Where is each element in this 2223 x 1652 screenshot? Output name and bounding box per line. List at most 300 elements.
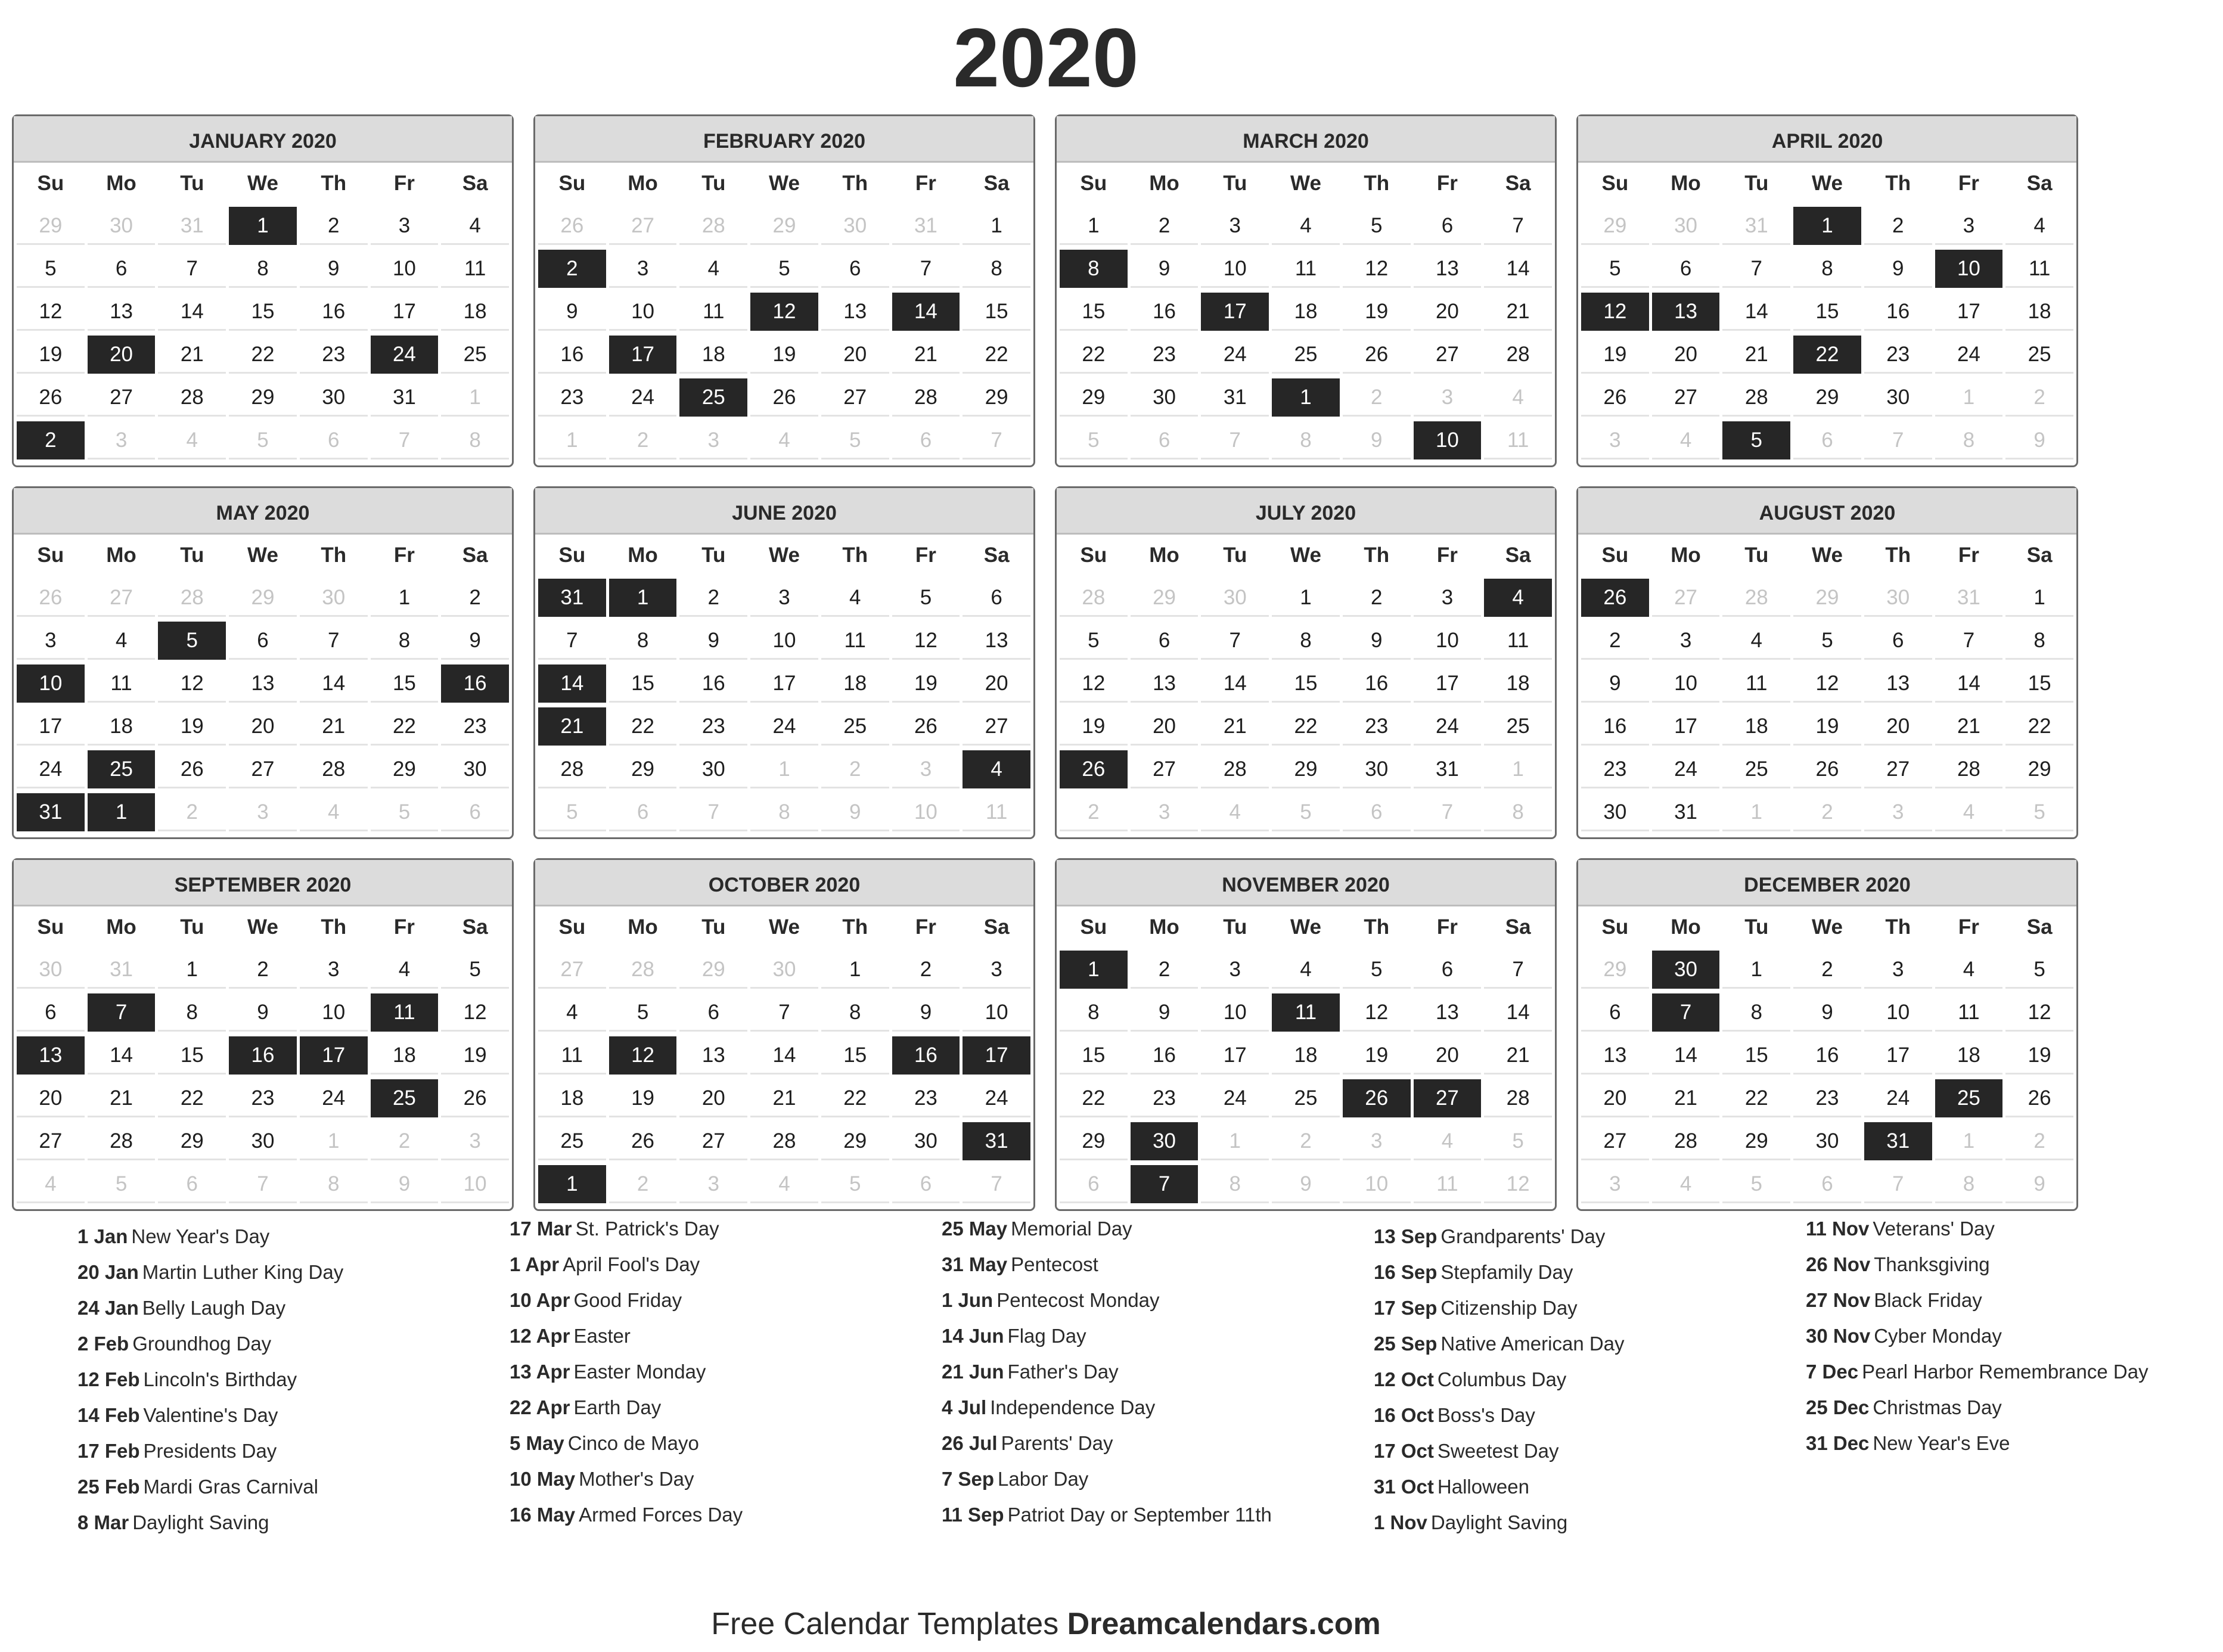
day-cell[interactable]: 27 [679, 1122, 747, 1160]
day-cell[interactable]: 18 [88, 707, 156, 746]
day-cell[interactable]: 3 [750, 579, 818, 617]
day-cell[interactable]: 6 [1343, 793, 1411, 831]
day-cell[interactable]: 29 [1060, 1122, 1128, 1160]
day-cell[interactable]: 4 [538, 993, 606, 1032]
day-cell[interactable]: 13 [229, 664, 297, 703]
day-cell[interactable]: 8 [1722, 993, 1790, 1032]
day-cell[interactable]: 4 [679, 250, 747, 288]
day-cell[interactable]: 19 [158, 707, 226, 746]
day-cell[interactable]: 3 [679, 1165, 747, 1203]
day-cell[interactable]: 10 [371, 250, 439, 288]
day-cell[interactable]: 7 [229, 1165, 297, 1203]
day-cell[interactable]: 10 [1201, 250, 1269, 288]
day-cell[interactable]: 21 [158, 336, 226, 374]
day-cell[interactable]: 6 [1581, 993, 1649, 1032]
day-cell[interactable]: 24 [609, 378, 677, 417]
day-cell[interactable]: 4 [1484, 378, 1552, 417]
day-cell[interactable]: 18 [2005, 293, 2073, 331]
day-cell[interactable]: 26 [538, 207, 606, 245]
day-cell[interactable]: 7 [300, 622, 368, 660]
day-cell[interactable]: 25 [88, 750, 156, 788]
day-cell[interactable]: 28 [1201, 750, 1269, 788]
day-cell[interactable]: 19 [892, 664, 960, 703]
day-cell[interactable]: 31 [371, 378, 439, 417]
day-cell[interactable]: 5 [1060, 421, 1128, 459]
day-cell[interactable]: 1 [229, 207, 297, 245]
day-cell[interactable]: 20 [821, 336, 889, 374]
day-cell[interactable]: 5 [158, 622, 226, 660]
day-cell[interactable]: 31 [538, 579, 606, 617]
day-cell[interactable]: 22 [371, 707, 439, 746]
day-cell[interactable]: 14 [750, 1036, 818, 1075]
day-cell[interactable]: 15 [821, 1036, 889, 1075]
day-cell[interactable]: 2 [609, 1165, 677, 1203]
day-cell[interactable]: 1 [538, 1165, 606, 1203]
day-cell[interactable]: 21 [892, 336, 960, 374]
day-cell[interactable]: 17 [1935, 293, 2003, 331]
day-cell[interactable]: 22 [1060, 1079, 1128, 1117]
day-cell[interactable]: 18 [1484, 664, 1552, 703]
day-cell[interactable]: 28 [750, 1122, 818, 1160]
day-cell[interactable]: 4 [1272, 207, 1340, 245]
day-cell[interactable]: 19 [1793, 707, 1861, 746]
day-cell[interactable]: 20 [679, 1079, 747, 1117]
day-cell[interactable]: 2 [679, 579, 747, 617]
day-cell[interactable]: 3 [1864, 951, 1932, 989]
day-cell[interactable]: 5 [1484, 1122, 1552, 1160]
day-cell[interactable]: 24 [1935, 336, 2003, 374]
day-cell[interactable]: 2 [1864, 207, 1932, 245]
day-cell[interactable]: 27 [1414, 336, 1482, 374]
day-cell[interactable]: 5 [229, 421, 297, 459]
day-cell[interactable]: 15 [1722, 1036, 1790, 1075]
day-cell[interactable]: 22 [963, 336, 1030, 374]
day-cell[interactable]: 22 [2005, 707, 2073, 746]
day-cell[interactable]: 30 [892, 1122, 960, 1160]
day-cell[interactable]: 31 [1652, 793, 1720, 831]
day-cell[interactable]: 8 [1272, 421, 1340, 459]
day-cell[interactable]: 30 [1201, 579, 1269, 617]
day-cell[interactable]: 7 [1864, 421, 1932, 459]
day-cell[interactable]: 4 [1722, 622, 1790, 660]
day-cell[interactable]: 13 [1864, 664, 1932, 703]
day-cell[interactable]: 13 [1652, 293, 1720, 331]
day-cell[interactable]: 9 [1131, 993, 1199, 1032]
day-cell[interactable]: 9 [2005, 421, 2073, 459]
day-cell[interactable]: 5 [609, 993, 677, 1032]
day-cell[interactable]: 1 [1272, 579, 1340, 617]
day-cell[interactable]: 15 [1793, 293, 1861, 331]
day-cell[interactable]: 6 [892, 421, 960, 459]
day-cell[interactable]: 26 [1060, 750, 1128, 788]
day-cell[interactable]: 12 [892, 622, 960, 660]
day-cell[interactable]: 12 [1484, 1165, 1552, 1203]
day-cell[interactable]: 17 [1864, 1036, 1932, 1075]
day-cell[interactable]: 12 [1793, 664, 1861, 703]
day-cell[interactable]: 16 [1131, 293, 1199, 331]
day-cell[interactable]: 29 [1581, 951, 1649, 989]
day-cell[interactable]: 9 [1793, 993, 1861, 1032]
day-cell[interactable]: 9 [1343, 421, 1411, 459]
day-cell[interactable]: 25 [1272, 1079, 1340, 1117]
day-cell[interactable]: 9 [1581, 664, 1649, 703]
day-cell[interactable]: 7 [1131, 1165, 1199, 1203]
day-cell[interactable]: 8 [1272, 622, 1340, 660]
day-cell[interactable]: 29 [229, 378, 297, 417]
day-cell[interactable]: 10 [892, 793, 960, 831]
day-cell[interactable]: 3 [1343, 1122, 1411, 1160]
day-cell[interactable]: 3 [1864, 793, 1932, 831]
day-cell[interactable]: 9 [441, 622, 509, 660]
day-cell[interactable]: 14 [1201, 664, 1269, 703]
day-cell[interactable]: 7 [963, 421, 1030, 459]
day-cell[interactable]: 20 [1414, 1036, 1482, 1075]
day-cell[interactable]: 21 [1484, 1036, 1552, 1075]
day-cell[interactable]: 14 [892, 293, 960, 331]
day-cell[interactable]: 4 [821, 579, 889, 617]
day-cell[interactable]: 24 [17, 750, 85, 788]
day-cell[interactable]: 3 [609, 250, 677, 288]
day-cell[interactable]: 8 [750, 793, 818, 831]
day-cell[interactable]: 20 [1131, 707, 1199, 746]
day-cell[interactable]: 27 [17, 1122, 85, 1160]
day-cell[interactable]: 28 [1722, 378, 1790, 417]
day-cell[interactable]: 4 [1652, 1165, 1720, 1203]
day-cell[interactable]: 5 [2005, 951, 2073, 989]
day-cell[interactable]: 10 [300, 993, 368, 1032]
day-cell[interactable]: 13 [821, 293, 889, 331]
day-cell[interactable]: 1 [821, 951, 889, 989]
day-cell[interactable]: 25 [538, 1122, 606, 1160]
day-cell[interactable]: 28 [88, 1122, 156, 1160]
day-cell[interactable]: 28 [1060, 579, 1128, 617]
day-cell[interactable]: 27 [1864, 750, 1932, 788]
day-cell[interactable]: 3 [300, 951, 368, 989]
day-cell[interactable]: 15 [1060, 293, 1128, 331]
day-cell[interactable]: 17 [371, 293, 439, 331]
day-cell[interactable]: 7 [538, 622, 606, 660]
day-cell[interactable]: 21 [1201, 707, 1269, 746]
day-cell[interactable]: 4 [1935, 951, 2003, 989]
day-cell[interactable]: 31 [1201, 378, 1269, 417]
day-cell[interactable]: 25 [1935, 1079, 2003, 1117]
day-cell[interactable]: 11 [679, 293, 747, 331]
day-cell[interactable]: 9 [371, 1165, 439, 1203]
day-cell[interactable]: 30 [229, 1122, 297, 1160]
day-cell[interactable]: 1 [1060, 951, 1128, 989]
day-cell[interactable]: 6 [1414, 951, 1482, 989]
day-cell[interactable]: 29 [609, 750, 677, 788]
day-cell[interactable]: 12 [1581, 293, 1649, 331]
day-cell[interactable]: 25 [679, 378, 747, 417]
day-cell[interactable]: 19 [750, 336, 818, 374]
day-cell[interactable]: 3 [1131, 793, 1199, 831]
day-cell[interactable]: 28 [679, 207, 747, 245]
day-cell[interactable]: 5 [17, 250, 85, 288]
day-cell[interactable]: 16 [229, 1036, 297, 1075]
day-cell[interactable]: 30 [1581, 793, 1649, 831]
day-cell[interactable]: 26 [1343, 1079, 1411, 1117]
day-cell[interactable]: 5 [821, 1165, 889, 1203]
day-cell[interactable]: 24 [963, 1079, 1030, 1117]
day-cell[interactable]: 5 [1722, 421, 1790, 459]
day-cell[interactable]: 10 [441, 1165, 509, 1203]
day-cell[interactable]: 23 [1131, 1079, 1199, 1117]
day-cell[interactable]: 15 [609, 664, 677, 703]
day-cell[interactable]: 30 [441, 750, 509, 788]
day-cell[interactable]: 11 [1414, 1165, 1482, 1203]
day-cell[interactable]: 1 [1272, 378, 1340, 417]
day-cell[interactable]: 22 [1722, 1079, 1790, 1117]
day-cell[interactable]: 7 [679, 793, 747, 831]
day-cell[interactable]: 30 [821, 207, 889, 245]
day-cell[interactable]: 2 [1131, 951, 1199, 989]
day-cell[interactable]: 27 [538, 951, 606, 989]
day-cell[interactable]: 13 [88, 293, 156, 331]
day-cell[interactable]: 29 [1581, 207, 1649, 245]
day-cell[interactable]: 26 [17, 579, 85, 617]
day-cell[interactable]: 4 [158, 421, 226, 459]
day-cell[interactable]: 8 [158, 993, 226, 1032]
day-cell[interactable]: 26 [1581, 579, 1649, 617]
day-cell[interactable]: 29 [17, 207, 85, 245]
day-cell[interactable]: 29 [2005, 750, 2073, 788]
day-cell[interactable]: 19 [609, 1079, 677, 1117]
day-cell[interactable]: 5 [1722, 1165, 1790, 1203]
day-cell[interactable]: 8 [441, 421, 509, 459]
day-cell[interactable]: 30 [1131, 378, 1199, 417]
day-cell[interactable]: 10 [1652, 664, 1720, 703]
day-cell[interactable]: 19 [1060, 707, 1128, 746]
day-cell[interactable]: 24 [300, 1079, 368, 1117]
day-cell[interactable]: 10 [1414, 622, 1482, 660]
day-cell[interactable]: 1 [1935, 378, 2003, 417]
day-cell[interactable]: 27 [1652, 378, 1720, 417]
day-cell[interactable]: 12 [1060, 664, 1128, 703]
day-cell[interactable]: 3 [17, 622, 85, 660]
day-cell[interactable]: 28 [609, 951, 677, 989]
day-cell[interactable]: 7 [963, 1165, 1030, 1203]
day-cell[interactable]: 27 [1581, 1122, 1649, 1160]
day-cell[interactable]: 9 [1131, 250, 1199, 288]
day-cell[interactable]: 29 [750, 207, 818, 245]
day-cell[interactable]: 10 [1343, 1165, 1411, 1203]
day-cell[interactable]: 14 [1935, 664, 2003, 703]
day-cell[interactable]: 21 [538, 707, 606, 746]
day-cell[interactable]: 7 [1722, 250, 1790, 288]
day-cell[interactable]: 30 [679, 750, 747, 788]
day-cell[interactable]: 31 [88, 951, 156, 989]
day-cell[interactable]: 31 [892, 207, 960, 245]
day-cell[interactable]: 11 [1484, 421, 1552, 459]
day-cell[interactable]: 4 [371, 951, 439, 989]
day-cell[interactable]: 2 [17, 421, 85, 459]
day-cell[interactable]: 17 [17, 707, 85, 746]
day-cell[interactable]: 13 [679, 1036, 747, 1075]
day-cell[interactable]: 7 [1484, 207, 1552, 245]
day-cell[interactable]: 24 [1652, 750, 1720, 788]
day-cell[interactable]: 7 [371, 421, 439, 459]
day-cell[interactable]: 11 [963, 793, 1030, 831]
day-cell[interactable]: 19 [17, 336, 85, 374]
day-cell[interactable]: 28 [1935, 750, 2003, 788]
day-cell[interactable]: 6 [229, 622, 297, 660]
day-cell[interactable]: 30 [88, 207, 156, 245]
day-cell[interactable]: 22 [1060, 336, 1128, 374]
day-cell[interactable]: 5 [88, 1165, 156, 1203]
day-cell[interactable]: 3 [229, 793, 297, 831]
day-cell[interactable]: 12 [2005, 993, 2073, 1032]
day-cell[interactable]: 7 [88, 993, 156, 1032]
day-cell[interactable]: 20 [1652, 336, 1720, 374]
day-cell[interactable]: 1 [300, 1122, 368, 1160]
day-cell[interactable]: 15 [229, 293, 297, 331]
day-cell[interactable]: 27 [1414, 1079, 1482, 1117]
day-cell[interactable]: 23 [229, 1079, 297, 1117]
day-cell[interactable]: 8 [963, 250, 1030, 288]
day-cell[interactable]: 9 [892, 993, 960, 1032]
day-cell[interactable]: 3 [1414, 579, 1482, 617]
day-cell[interactable]: 13 [1581, 1036, 1649, 1075]
day-cell[interactable]: 1 [538, 421, 606, 459]
day-cell[interactable]: 7 [1201, 622, 1269, 660]
day-cell[interactable]: 30 [1652, 207, 1720, 245]
day-cell[interactable]: 30 [300, 378, 368, 417]
day-cell[interactable]: 13 [1414, 250, 1482, 288]
day-cell[interactable]: 6 [1414, 207, 1482, 245]
day-cell[interactable]: 29 [1793, 378, 1861, 417]
day-cell[interactable]: 10 [963, 993, 1030, 1032]
day-cell[interactable]: 2 [538, 250, 606, 288]
day-cell[interactable]: 14 [1484, 250, 1552, 288]
day-cell[interactable]: 9 [2005, 1165, 2073, 1203]
day-cell[interactable]: 8 [371, 622, 439, 660]
day-cell[interactable]: 21 [1722, 336, 1790, 374]
day-cell[interactable]: 3 [1581, 421, 1649, 459]
day-cell[interactable]: 28 [158, 378, 226, 417]
day-cell[interactable]: 25 [1272, 336, 1340, 374]
day-cell[interactable]: 21 [88, 1079, 156, 1117]
day-cell[interactable]: 10 [1414, 421, 1482, 459]
day-cell[interactable]: 18 [441, 293, 509, 331]
day-cell[interactable]: 8 [1201, 1165, 1269, 1203]
day-cell[interactable]: 22 [609, 707, 677, 746]
day-cell[interactable]: 14 [300, 664, 368, 703]
day-cell[interactable]: 28 [538, 750, 606, 788]
day-cell[interactable]: 6 [609, 793, 677, 831]
day-cell[interactable]: 2 [2005, 1122, 2073, 1160]
day-cell[interactable]: 7 [1864, 1165, 1932, 1203]
day-cell[interactable]: 2 [2005, 378, 2073, 417]
day-cell[interactable]: 25 [1722, 750, 1790, 788]
day-cell[interactable]: 1 [1060, 207, 1128, 245]
day-cell[interactable]: 9 [1343, 622, 1411, 660]
day-cell[interactable]: 19 [441, 1036, 509, 1075]
day-cell[interactable]: 24 [371, 336, 439, 374]
day-cell[interactable]: 4 [2005, 207, 2073, 245]
day-cell[interactable]: 23 [1793, 1079, 1861, 1117]
day-cell[interactable]: 4 [750, 421, 818, 459]
day-cell[interactable]: 19 [1343, 293, 1411, 331]
day-cell[interactable]: 29 [821, 1122, 889, 1160]
day-cell[interactable]: 19 [1343, 1036, 1411, 1075]
day-cell[interactable]: 3 [1201, 951, 1269, 989]
day-cell[interactable]: 1 [609, 579, 677, 617]
day-cell[interactable]: 1 [88, 793, 156, 831]
day-cell[interactable]: 21 [1484, 293, 1552, 331]
day-cell[interactable]: 13 [1414, 993, 1482, 1032]
day-cell[interactable]: 2 [821, 750, 889, 788]
day-cell[interactable]: 24 [1201, 1079, 1269, 1117]
day-cell[interactable]: 26 [1343, 336, 1411, 374]
day-cell[interactable]: 17 [300, 1036, 368, 1075]
day-cell[interactable]: 9 [1864, 250, 1932, 288]
day-cell[interactable]: 22 [158, 1079, 226, 1117]
day-cell[interactable]: 4 [1201, 793, 1269, 831]
day-cell[interactable]: 16 [1864, 293, 1932, 331]
day-cell[interactable]: 15 [2005, 664, 2073, 703]
day-cell[interactable]: 9 [538, 293, 606, 331]
day-cell[interactable]: 6 [821, 250, 889, 288]
day-cell[interactable]: 7 [1652, 993, 1720, 1032]
day-cell[interactable]: 12 [17, 293, 85, 331]
day-cell[interactable]: 13 [963, 622, 1030, 660]
day-cell[interactable]: 3 [963, 951, 1030, 989]
day-cell[interactable]: 6 [892, 1165, 960, 1203]
day-cell[interactable]: 2 [1793, 793, 1861, 831]
day-cell[interactable]: 5 [821, 421, 889, 459]
day-cell[interactable]: 27 [1652, 579, 1720, 617]
day-cell[interactable]: 23 [1864, 336, 1932, 374]
day-cell[interactable]: 23 [1581, 750, 1649, 788]
day-cell[interactable]: 18 [1272, 293, 1340, 331]
day-cell[interactable]: 1 [371, 579, 439, 617]
day-cell[interactable]: 4 [1272, 951, 1340, 989]
day-cell[interactable]: 31 [17, 793, 85, 831]
day-cell[interactable]: 23 [538, 378, 606, 417]
day-cell[interactable]: 1 [1793, 207, 1861, 245]
day-cell[interactable]: 6 [1652, 250, 1720, 288]
day-cell[interactable]: 20 [229, 707, 297, 746]
day-cell[interactable]: 4 [963, 750, 1030, 788]
day-cell[interactable]: 14 [88, 1036, 156, 1075]
day-cell[interactable]: 1 [441, 378, 509, 417]
day-cell[interactable]: 12 [1343, 993, 1411, 1032]
day-cell[interactable]: 6 [441, 793, 509, 831]
day-cell[interactable]: 30 [1793, 1122, 1861, 1160]
day-cell[interactable]: 18 [679, 336, 747, 374]
day-cell[interactable]: 28 [892, 378, 960, 417]
day-cell[interactable]: 3 [441, 1122, 509, 1160]
day-cell[interactable]: 18 [538, 1079, 606, 1117]
day-cell[interactable]: 2 [892, 951, 960, 989]
day-cell[interactable]: 1 [158, 951, 226, 989]
day-cell[interactable]: 6 [1793, 421, 1861, 459]
day-cell[interactable]: 1 [1484, 750, 1552, 788]
day-cell[interactable]: 5 [441, 951, 509, 989]
day-cell[interactable]: 3 [1581, 1165, 1649, 1203]
day-cell[interactable]: 2 [1343, 378, 1411, 417]
day-cell[interactable]: 29 [1272, 750, 1340, 788]
day-cell[interactable]: 2 [1343, 579, 1411, 617]
day-cell[interactable]: 21 [1652, 1079, 1720, 1117]
day-cell[interactable]: 6 [1060, 1165, 1128, 1203]
day-cell[interactable]: 27 [821, 378, 889, 417]
day-cell[interactable]: 23 [679, 707, 747, 746]
day-cell[interactable]: 23 [892, 1079, 960, 1117]
day-cell[interactable]: 1 [750, 750, 818, 788]
day-cell[interactable]: 20 [1581, 1079, 1649, 1117]
